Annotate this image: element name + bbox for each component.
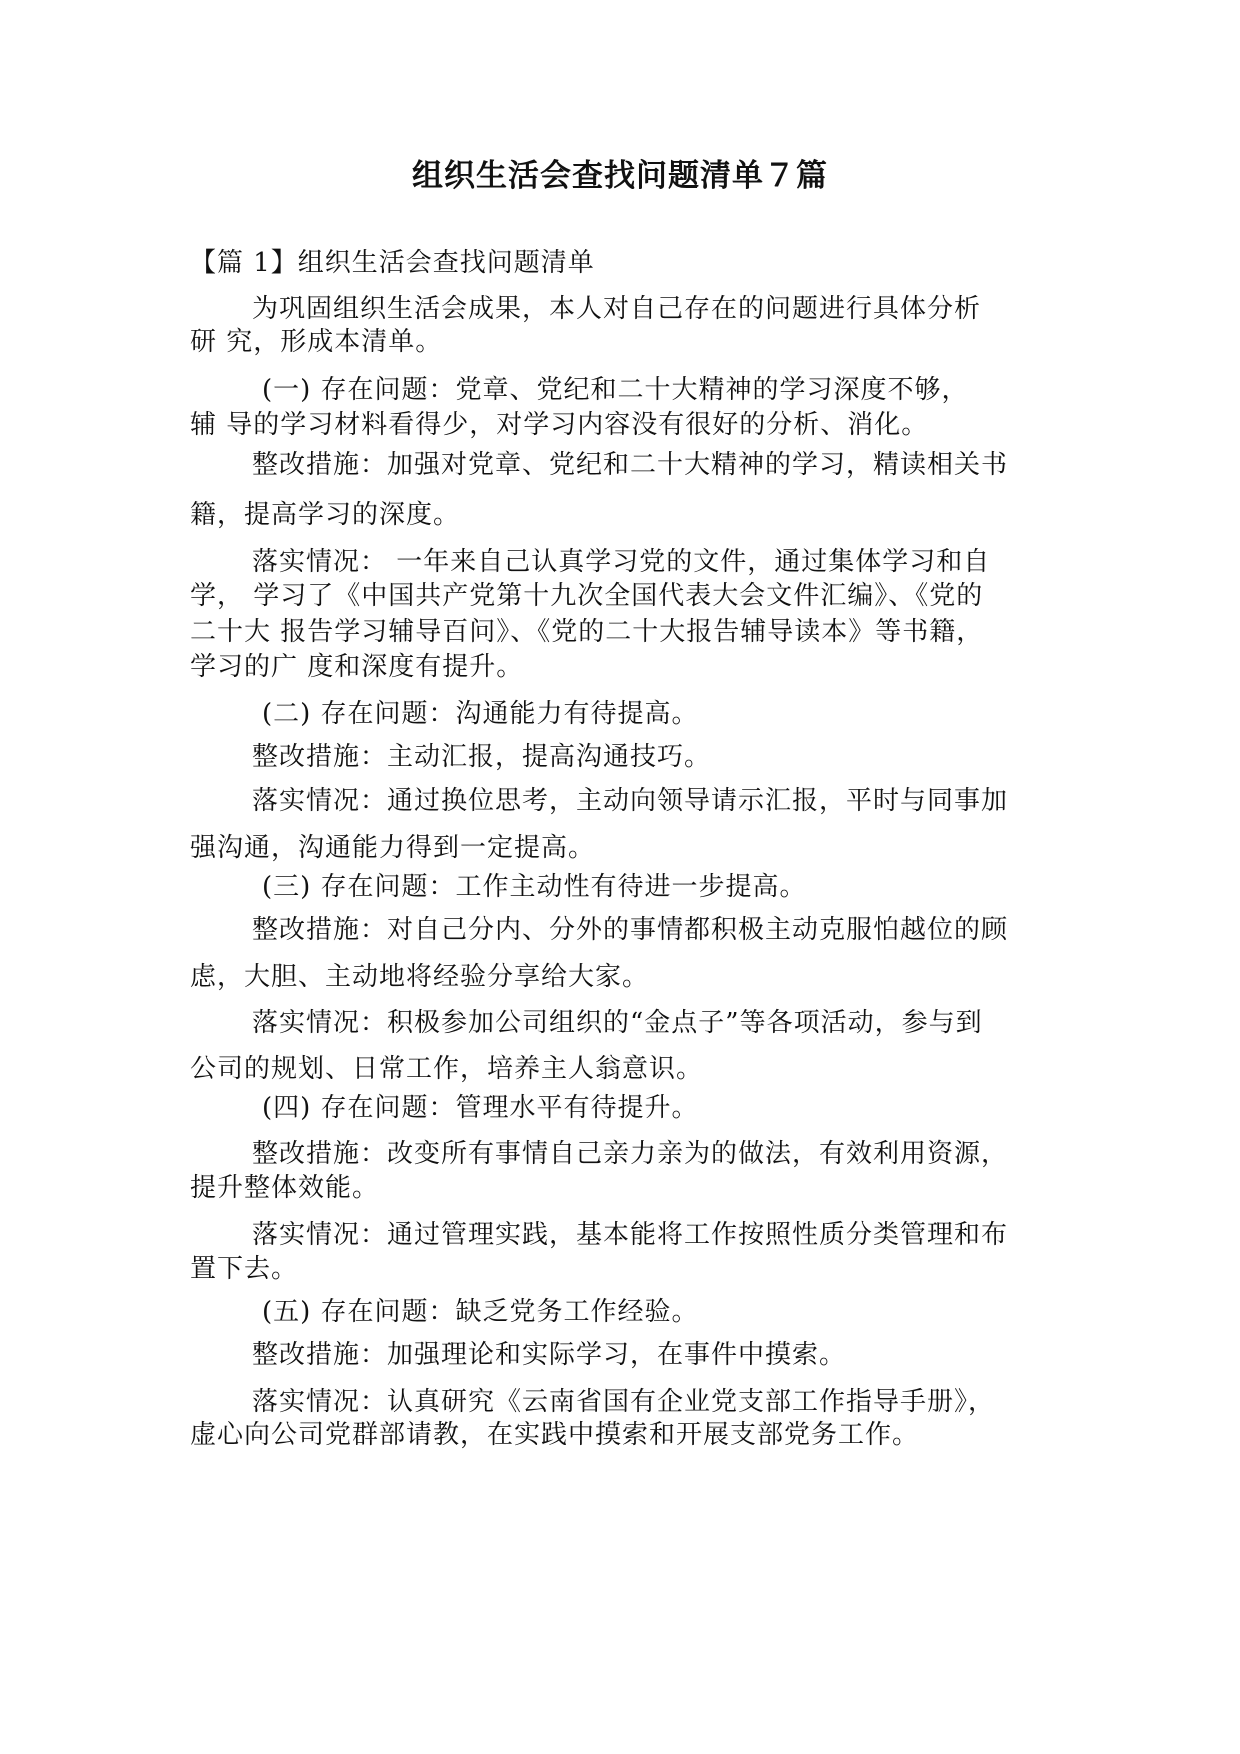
paragraph-line: 强沟通，沟通能力得到一定提高。: [190, 833, 596, 863]
paragraph-line: 学， 学习了《中国共产党第十九次全国代表大会文件汇编》、《党的: [190, 581, 984, 611]
measure-line: 整改措施：加强理论和实际学习，在事件中摸索。: [252, 1340, 847, 1370]
issue-line: (一) 存在问题：党章、党纪和二十大精神的学习深度不够，: [262, 375, 969, 405]
paragraph-line: 辅 导的学习材料看得少，对学习内容没有很好的分析、消化。: [190, 410, 929, 440]
issue-line: (五) 存在问题：缺乏党务工作经验。: [262, 1297, 699, 1327]
measure-line: 整改措施：改变所有事情自己亲力亲为的做法，有效利用资源，: [252, 1139, 1009, 1169]
result-line: 落实情况：认真研究《云南省国有企业党支部工作指导手册》，: [252, 1387, 996, 1417]
paragraph-line: 学习的广 度和深度有提升。: [190, 652, 524, 682]
issue-line: (四) 存在问题：管理水平有待提升。: [262, 1093, 699, 1123]
result-line: 落实情况：通过换位思考，主动向领导请示汇报，平时与同事加: [252, 786, 1009, 816]
measure-line: 整改措施：对自己分内、分外的事情都积极主动克服怕越位的顾: [252, 915, 1009, 945]
document-title: 组织生活会查找问题清单７篇: [412, 158, 828, 194]
paragraph-line: 籍，提高学习的深度。: [190, 500, 461, 530]
paragraph-line: 提升整体效能。: [190, 1173, 380, 1203]
paragraph-line: 虑，大胆、主动地将经验分享给大家。: [190, 962, 650, 992]
paragraph-line: 置下去。: [190, 1254, 299, 1284]
result-line: 落实情况： 一年来自己认真学习党的文件，通过集体学习和自: [252, 547, 991, 577]
paragraph-line: 虚心向公司党群部请教，在实践中摸索和开展支部党务工作。: [190, 1420, 920, 1450]
measure-line: 整改措施：加强对党章、党纪和二十大精神的学习，精读相关书: [252, 450, 1009, 480]
section-heading: 【篇 1】组织生活会查找问题清单: [190, 248, 595, 278]
issue-line: (二) 存在问题：沟通能力有待提高。: [262, 699, 699, 729]
issue-line: (三) 存在问题：工作主动性有待进一步提高。: [262, 872, 807, 902]
result-line: 落实情况：积极参加公司组织的“金点子”等各项活动，参与到: [252, 1008, 983, 1038]
paragraph-line: 公司的规划、日常工作，培养主人翁意识。: [190, 1054, 704, 1084]
paragraph-line: 研 究，形成本清单。: [190, 327, 443, 357]
measure-line: 整改措施：主动汇报，提高沟通技巧。: [252, 742, 712, 772]
result-line: 落实情况：通过管理实践，基本能将工作按照性质分类管理和布: [252, 1220, 1009, 1250]
paragraph-line: 为巩固组织生活会成果，本人对自己存在的问题进行具体分析: [252, 294, 982, 324]
paragraph-line: 二十大 报告学习辅导百问》、《党的二十大报告辅导读本》等书籍，: [190, 617, 984, 647]
